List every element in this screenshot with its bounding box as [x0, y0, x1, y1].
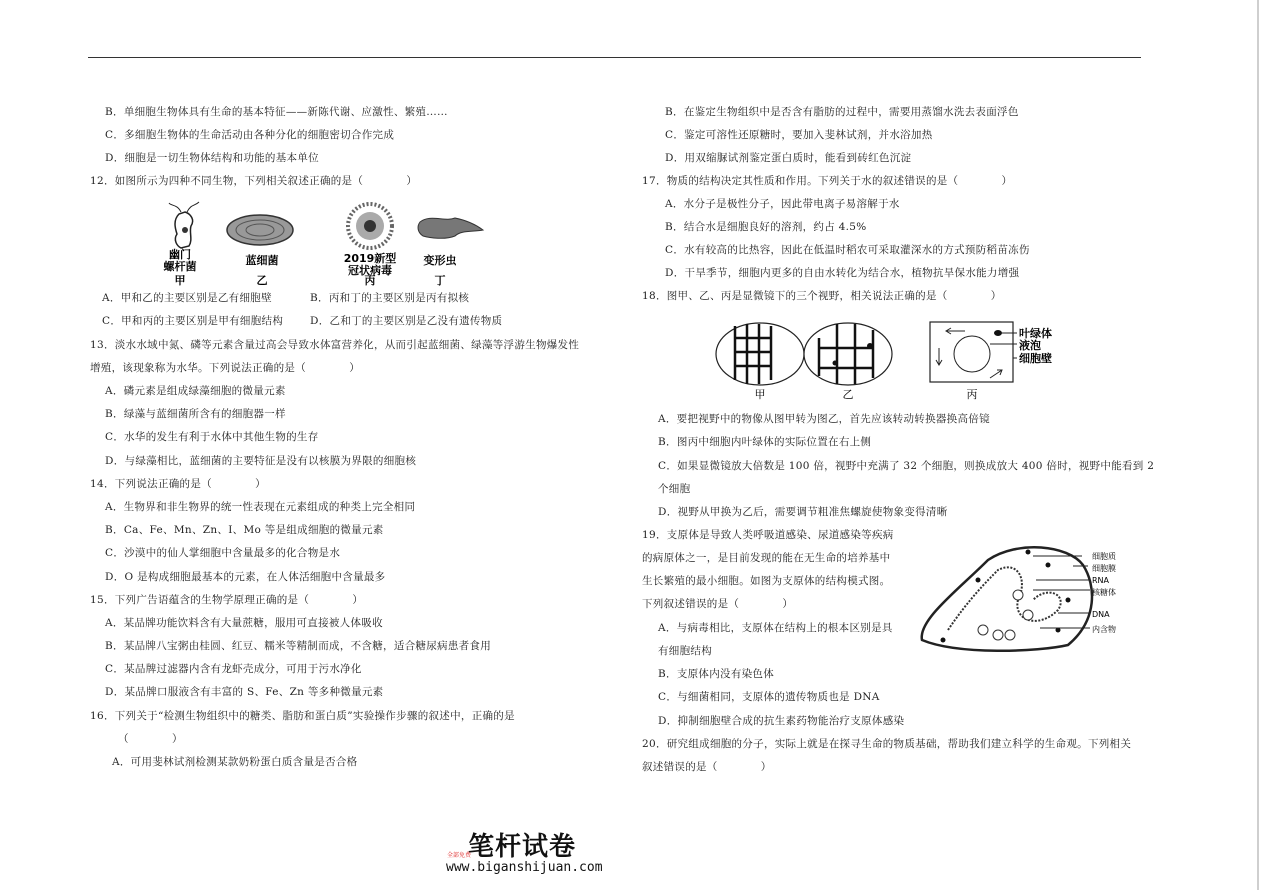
header-rule [88, 57, 1141, 58]
left_column-line: C．多细胞生物体的生命活动由各种分化的细胞密切合作完成 [105, 129, 395, 141]
right_column-line: 个细胞 [658, 483, 691, 495]
left_column-line: （ ） [118, 733, 183, 745]
right_column-line: B．支原体内没有染色体 [658, 668, 775, 680]
right_column-line: 有细胞结构 [658, 645, 712, 657]
label-cell-wall: 细胞壁 [1019, 352, 1052, 365]
figure-q12-organisms [155, 200, 485, 290]
right_column-line: 生长繁殖的最小细胞。如图为支原体的结构模式图。 [642, 575, 891, 587]
label-cell-membrane: 细胞膜 [1092, 564, 1116, 573]
right_column-line: C．与细菌相同，支原体的遗传物质也是 DNA [658, 691, 880, 703]
h-pylori-image [169, 202, 199, 248]
left_column-line: B．Ca、Fe、Mn、Zn、I、Mo 等是组成细胞的微量元素 [105, 524, 384, 536]
label-rna: RNA [1092, 576, 1110, 585]
left_column-line: A．可用斐林试剂检测某款奶粉蛋白质含量是否合格 [112, 756, 358, 768]
coronavirus-image [348, 204, 392, 248]
view-tag: 乙 [842, 388, 854, 400]
organism-name: 变形虫 [423, 254, 457, 267]
left_column-line: 13．淡水水域中氮、磷等元素含量过高会导致水体富营养化，从而引起蓝细菌、绿藻等浮游生物爆发性 [90, 339, 580, 351]
left_column-line: B．某品牌八宝粥由桂圆、红豆、糯米等精制而成，不含糖，适合糖尿病患者食用 [105, 640, 492, 652]
left_column-line: C．某品牌过滤器内含有龙虾壳成分，可用于污水净化 [105, 663, 362, 675]
organism-name: 冠状病毒 [348, 264, 392, 277]
left_column-line: C．沙漠中的仙人掌细胞中含量最多的化合物是水 [105, 547, 341, 559]
organism-name: 螺杆菌 [163, 260, 197, 273]
label-inclusion: 内含物 [1092, 625, 1116, 634]
organism-tag: 甲 [174, 274, 186, 287]
right_column-line: B．结合水是细胞良好的溶剂，约占 4.5% [665, 221, 867, 233]
left_column-line: 12．如图所示为四种不同生物，下列相关叙述正确的是（ ） [90, 175, 418, 187]
left_column-line: D．细胞是一切生物体结构和功能的基本单位 [105, 152, 319, 164]
organism-tag: 丙 [364, 274, 376, 287]
left_column-line: 16．下列关于“检测生物组织中的糖类、脂肪和蛋白质”实验操作步骤的叙述中，正确的是 [90, 710, 515, 722]
right_column-line: C．如果显微镜放大倍数是 100 倍，视野中充满了 32 个细胞，则换成放大 400 倍时，视野中能看到 2 [658, 460, 1155, 472]
left_column-line: D．乙和丁的主要区别是乙没有遗传物质 [310, 315, 503, 327]
right_column-line: 17．物质的结构决定其性质和作用。下列关于水的叙述错误的是（ ） [642, 175, 1013, 187]
right_column-line: B．图丙中细胞内叶绿体的实际位置在右上侧 [658, 436, 872, 448]
right_column-line: A．水分子是极性分子，因此带电离子易溶解于水 [665, 198, 900, 210]
view-tag: 丙 [966, 388, 978, 400]
footer-brand: 笔杆试卷 [468, 832, 577, 862]
view-yi [804, 323, 892, 385]
right_column-line: B．在鉴定生物组织中是否含有脂肪的过程中，需要用蒸馏水洗去表面浮色 [665, 106, 1019, 118]
right_column-line: 下列叙述错误的是（ ） [642, 598, 794, 610]
right_column-line: C．水有较高的比热容，因此在低温时稻农可采取灌深水的方式预防稻苗冻伤 [665, 244, 1030, 256]
amoeba-image [418, 218, 483, 238]
left_column-line: A．某品牌功能饮料含有大量蔗糖，服用可直接被人体吸收 [105, 617, 383, 629]
right_column-line: D．视野从甲换为乙后，需要调节粗准焦螺旋使物象变得清晰 [658, 506, 948, 518]
left_column-line: D．与绿藻相比，蓝细菌的主要特征是没有以核膜为界限的细胞核 [105, 455, 417, 467]
organism-name: 蓝细菌 [245, 254, 279, 267]
left_column-line: 14．下列说法正确的是（ ） [90, 478, 266, 490]
right_column-line: D．干旱季节，细胞内更多的自由水转化为结合水，植物抗旱保水能力增强 [665, 267, 1020, 279]
organism-name: 2019新型 [343, 252, 397, 265]
right_column-line: D．抑制细胞壁合成的抗生素药物能治疗支原体感染 [658, 715, 905, 727]
left_column-line: D．O 是构成细胞最基本的元素，在人体活细胞中含量最多 [105, 571, 386, 583]
footer-badge: 全部免费 [447, 852, 472, 859]
figure-q18-microscope-views [715, 318, 1075, 400]
left_column-line: D．某品牌口服液含有丰富的 S、Fe、Zn 等多种微量元素 [105, 686, 384, 698]
right_column-line: D．用双缩脲试剂鉴定蛋白质时，能看到砖红色沉淀 [665, 152, 912, 164]
chloroplast [994, 330, 1002, 336]
organism-tag: 丁 [434, 274, 446, 287]
left_column-line: B．绿藻与蓝细菌所含有的细胞器一样 [105, 408, 286, 420]
left_column-line: A．甲和乙的主要区别是乙有细胞壁 [102, 292, 272, 304]
right_column-line: 20．研究组成细胞的分子，实际上就是在探寻生命的物质基础，帮助我们建立科学的生命观。下列相关 [642, 738, 1132, 750]
label-cytoplasm: 细胞质 [1092, 552, 1116, 561]
left_column-line: 15．下列广告语蕴含的生物学原理正确的是（ ） [90, 594, 364, 606]
label-dna: DNA [1092, 610, 1110, 619]
page-edge [1257, 0, 1259, 890]
left_column-line: C．水华的发生有利于水体中其他生物的生存 [105, 431, 319, 443]
footer-url-link[interactable]: www.biganshijuan.com [446, 860, 603, 875]
right_column-line: A．要把视野中的物像从图甲转为图乙，首先应该转动转换器换高倍镜 [658, 413, 990, 425]
right_column-line: 18．图甲、乙、丙是显微镜下的三个视野，相关说法正确的是（ ） [642, 290, 1002, 302]
right_column-line: A．与病毒相比，支原体在结构上的根本区别是具 [658, 622, 893, 634]
organism-name: 幽门 [169, 248, 191, 261]
left_column-line: B．丙和丁的主要区别是丙有拟核 [310, 292, 470, 304]
label-chloroplast: 叶绿体 [1019, 327, 1052, 340]
figure-q19-mycoplasma [918, 540, 1138, 660]
left_column-line: A．生物界和非生物界的统一性表现在元素组成的种类上完全相同 [105, 501, 416, 513]
right_column-line: 19．支原体是导致人类呼吸道感染、尿道感染等疾病 [642, 529, 894, 541]
left_column-line: B．单细胞生物体具有生命的基本特征——新陈代谢、应激性、繁殖…… [105, 106, 448, 118]
right_column-line: 的病原体之一，是目前发现的能在无生命的培养基中 [642, 552, 891, 564]
left_column-line: A．磷元素是组成绿藻细胞的微量元素 [105, 385, 286, 397]
label-vacuole: 液泡 [1019, 339, 1041, 352]
label-ribosome: 核糖体 [1092, 588, 1116, 597]
right_column-line: C．鉴定可溶性还原糖时，要加入斐林试剂，并水浴加热 [665, 129, 933, 141]
right_column-line: 叙述错误的是（ ） [642, 761, 772, 773]
left_column-line: 增殖，该现象称为水华。下列说法正确的是（ ） [90, 362, 360, 374]
view-tag: 甲 [754, 388, 766, 400]
organism-tag: 乙 [256, 274, 268, 287]
left_column-line: C．甲和丙的主要区别是甲有细胞结构 [102, 315, 284, 327]
